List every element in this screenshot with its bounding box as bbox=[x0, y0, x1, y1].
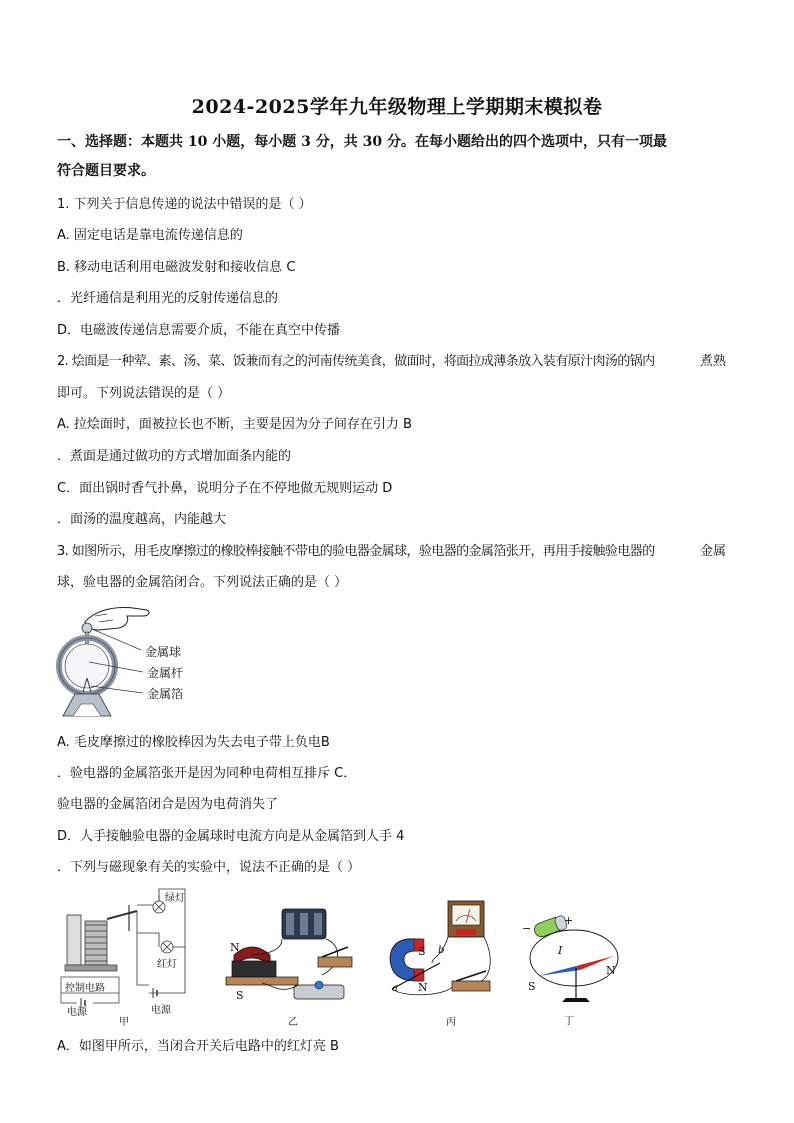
label-bing-n-pole: N bbox=[418, 981, 428, 994]
q2-stem-line1-end: 煮熟 bbox=[700, 354, 727, 369]
section-heading-line2: 符合题目要求。 bbox=[57, 163, 155, 179]
page-title: 2024-2025学年九年级物理上学期期末模拟卷 bbox=[191, 96, 603, 118]
q3-option-d: D．人手接触验电器的金属球时电流方向是从金属箔到人手 4 bbox=[57, 829, 405, 844]
label-yi-s-pole: S bbox=[236, 989, 244, 1002]
q3-stem-line1-end: 金属 bbox=[700, 544, 727, 559]
figure-bing-label: 丙 bbox=[446, 1017, 456, 1028]
label-ding-minus: − bbox=[522, 922, 532, 935]
label-green-light: 绿灯 bbox=[165, 893, 185, 904]
figure-yi-experiment bbox=[222, 905, 362, 1028]
label-ding-current: I bbox=[558, 944, 563, 957]
label-metal-rod: 金属杆 bbox=[147, 666, 184, 680]
label-power-source-1: 电源 bbox=[67, 1007, 87, 1018]
q2-stem-line2: 即可。下列说法错误的是（ ） bbox=[57, 386, 231, 401]
label-yi-n-pole: N bbox=[230, 941, 240, 954]
q2-option-d: ．面汤的温度越高，内能越大 bbox=[57, 512, 227, 527]
label-ding-s: S bbox=[528, 980, 536, 993]
label-power-source-2: 电源 bbox=[151, 1005, 171, 1016]
q3-stem-line2: 球，验电器的金属箔闭合。下列说法正确的是（ ） bbox=[57, 575, 348, 590]
label-metal-foil: 金属箔 bbox=[147, 687, 184, 701]
q3-option-b: ．验电器的金属箔张开是因为同种电荷相互排斥 C． bbox=[57, 766, 357, 781]
q1-stem: 1. 下列关于信息传递的说法中错误的是（ ） bbox=[57, 197, 312, 212]
q3-option-c: 验电器的金属箔闭合是因为电荷消失了 bbox=[57, 797, 279, 812]
label-metal-ball: 金属球 bbox=[145, 645, 182, 659]
q3-option-a: A. 毛皮摩擦过的橡胶棒因为失去电子带上负电B bbox=[57, 735, 330, 750]
label-ding-n: N bbox=[606, 964, 616, 977]
q2-option-c: C．面出锅时香气扑鼻，说明分子在不停地做无规则运动 D bbox=[57, 481, 393, 496]
label-bing-a: a bbox=[392, 983, 398, 994]
q1-option-b: B. 移动电话利用电磁波发射和接收信息 C bbox=[57, 260, 296, 275]
q4-stem: ．下列与磁现象有关的实验中，说法不正确的是（ ） bbox=[57, 860, 361, 875]
q2-option-b: ．煮面是通过做功的方式增加面条内能的 bbox=[57, 449, 292, 464]
section-heading-line1: 一、选择题：本题共 10 小题，每小题 3 分，共 30 分。在每小题给出的四个选项中，只有一项最 bbox=[57, 134, 667, 150]
q3-stem-line1: 3. 如图所示，用毛皮摩擦过的橡胶棒接触不带电的验电器金属球，验电器的金属箔张开，再用手接触验电器的 bbox=[57, 544, 655, 559]
electroscope-figure bbox=[55, 600, 205, 722]
q4-option-a: A．如图甲所示，当闭合开关后电路中的红灯亮 B bbox=[57, 1039, 339, 1054]
section-heading bbox=[57, 128, 737, 186]
figure-jia-label: 甲 bbox=[119, 1017, 129, 1028]
bing-drawing bbox=[382, 897, 512, 1009]
q1-option-a: A. 固定电话是靠电流传递信息的 bbox=[57, 228, 243, 243]
q1-option-c: ．光纤通信是利用光的反射传递信息的 bbox=[57, 291, 279, 306]
label-ding-plus: + bbox=[564, 914, 574, 927]
electroscope-drawing bbox=[55, 600, 205, 722]
label-bing-b: b bbox=[438, 945, 445, 956]
label-control-circuit: 控制电路 bbox=[65, 983, 105, 994]
label-bing-s-pole: S bbox=[418, 945, 426, 958]
figure-ding-experiment bbox=[518, 910, 628, 1025]
figure-bing-experiment bbox=[382, 897, 512, 1028]
q2-option-a: A. 拉烩面时，面被拉长也不断，主要是因为分子间存在引力 B bbox=[57, 417, 412, 432]
q2-stem-line1: 2. 烩面是一种荤、素、汤、菜、饭兼而有之的河南传统美食，做面时，将面拉成薄条放入装有原汁肉汤的锅内 bbox=[57, 354, 655, 369]
figure-yi-label: 乙 bbox=[288, 1017, 298, 1028]
figure-ding-label: 丁 bbox=[564, 1016, 574, 1027]
q1-option-d: D．电磁波传递信息需要介质，不能在真空中传播 bbox=[57, 323, 341, 338]
label-red-light: 红灯 bbox=[157, 959, 177, 970]
figure-jia-relay bbox=[57, 885, 197, 1028]
